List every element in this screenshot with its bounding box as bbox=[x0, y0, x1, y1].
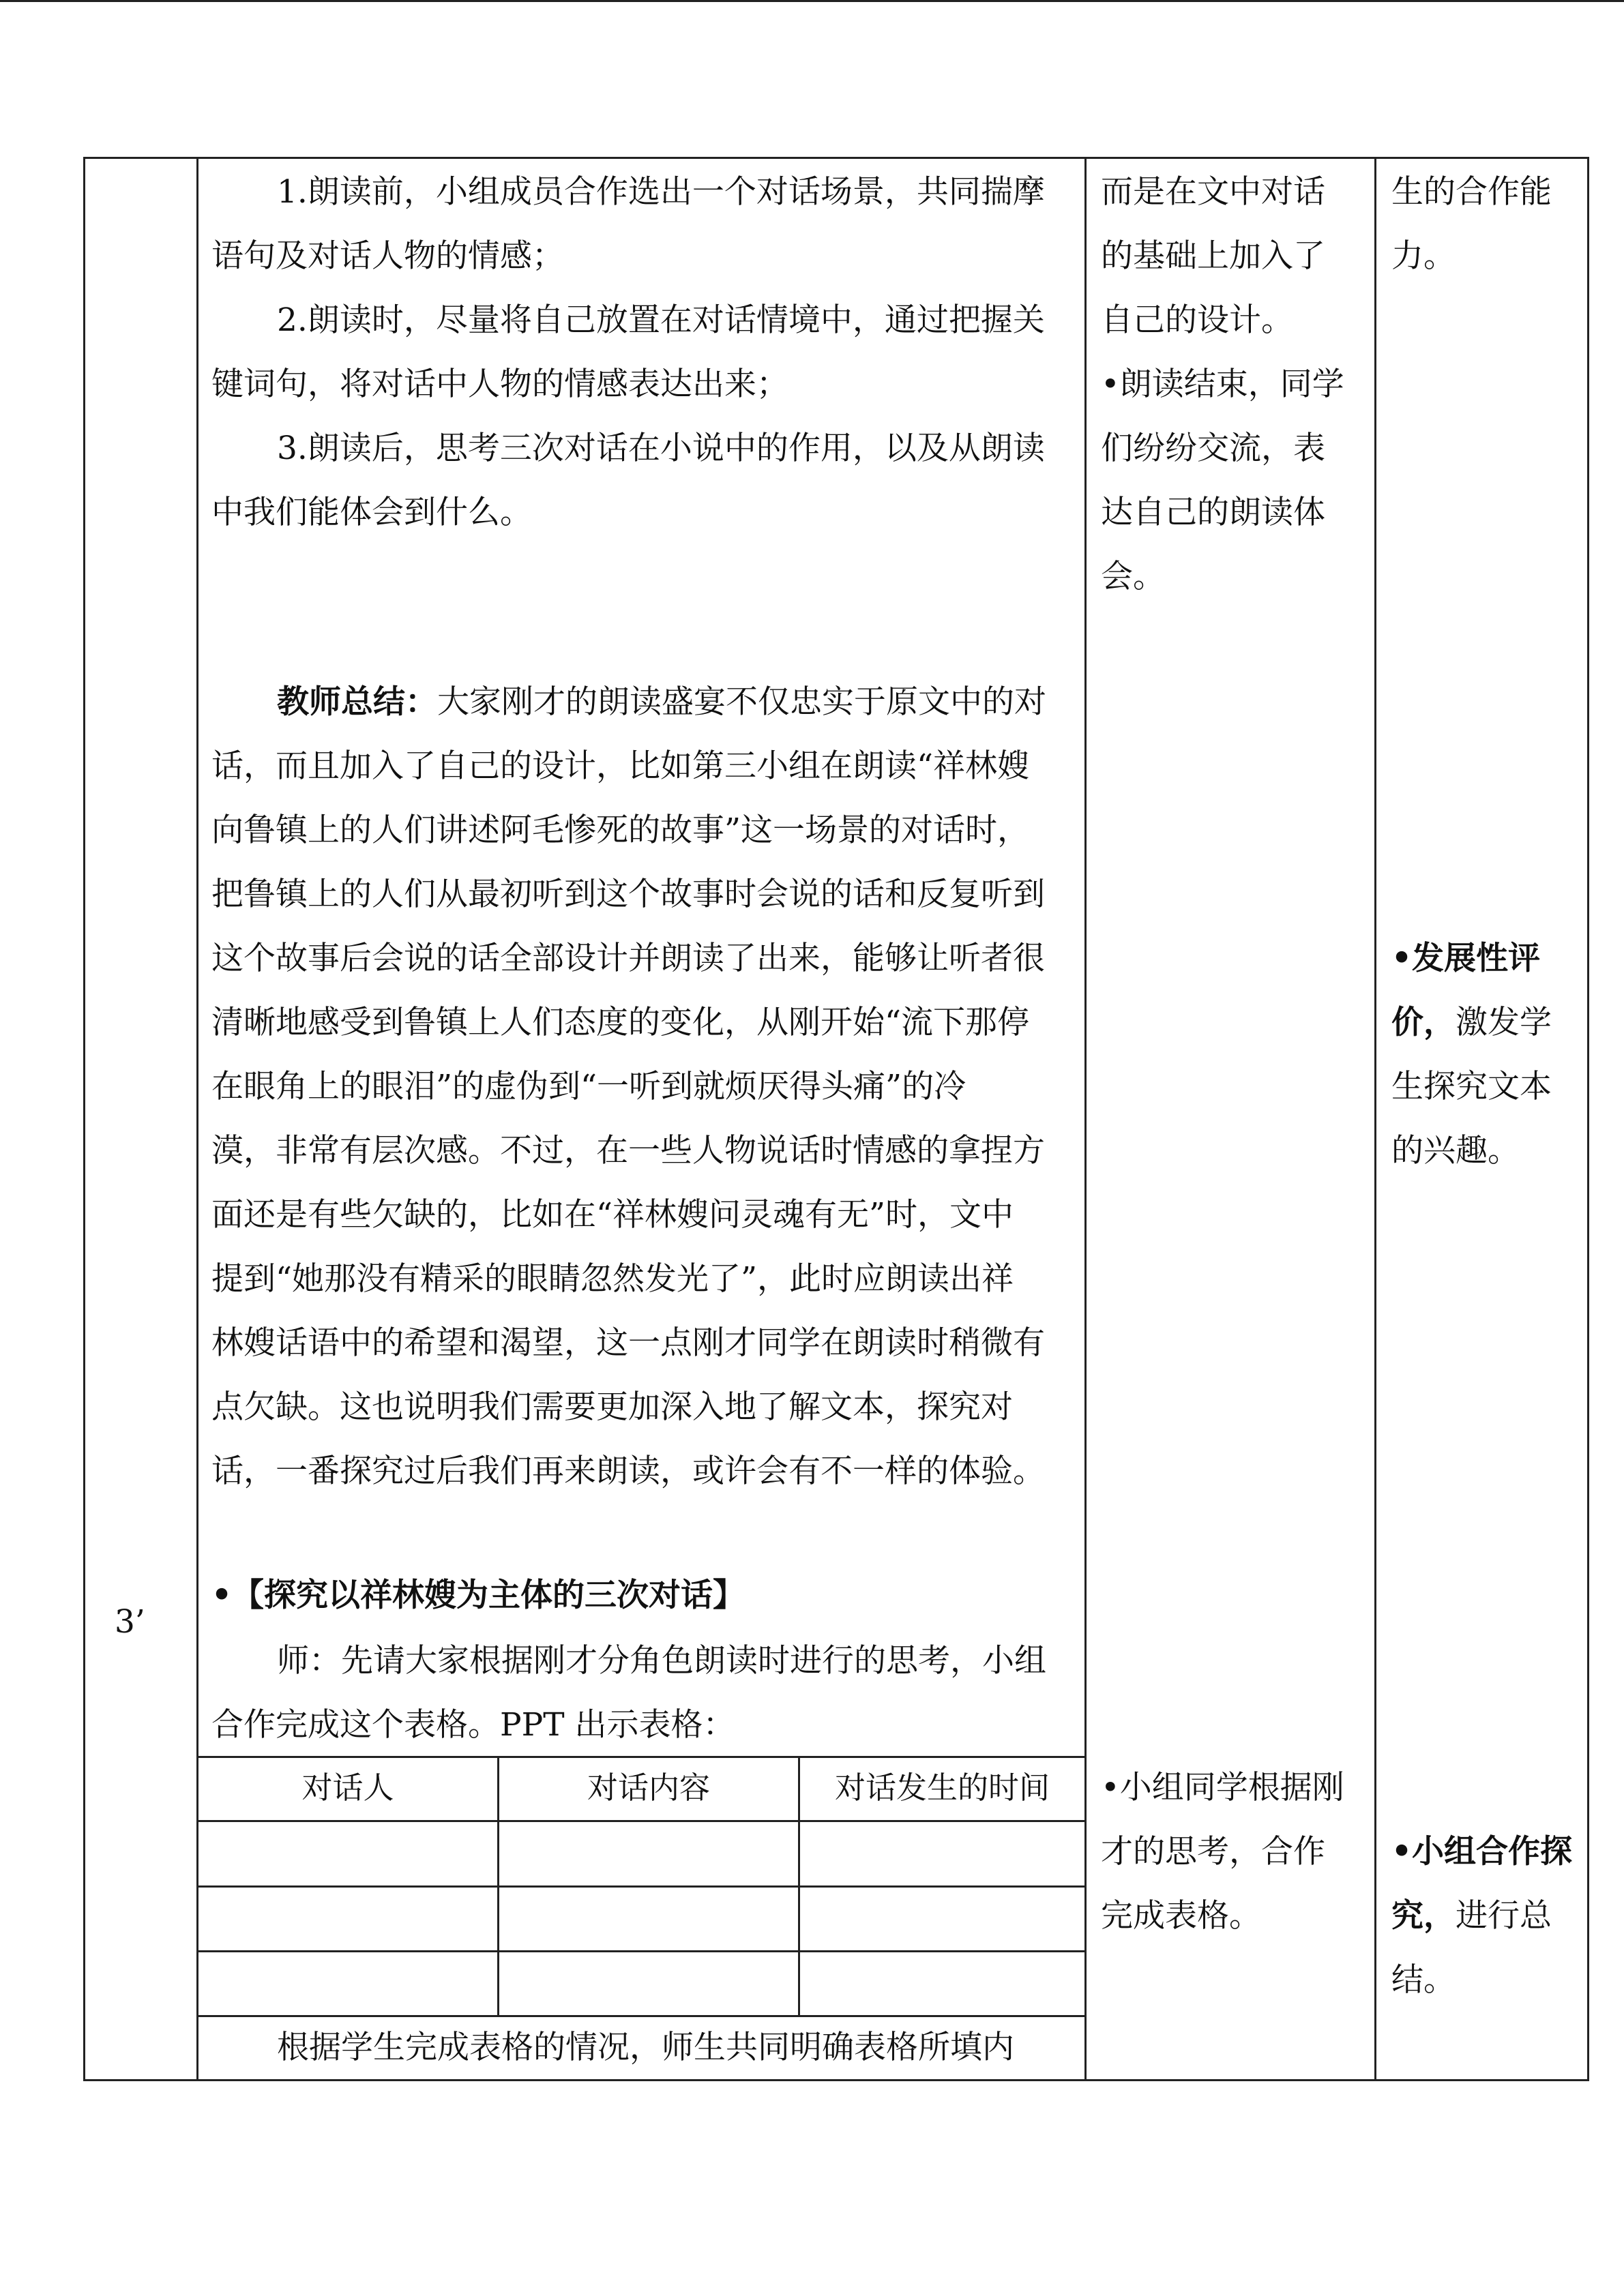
teacher-summary-first-line: 教师总结：大家刚才的朗读盛宴不仅忠实于原文中的对 bbox=[277, 683, 1046, 721]
step-line: 3.朗读后，思考三次对话在小说中的作用，以及从朗读 bbox=[277, 430, 1045, 467]
summary-line: 林嫂话语中的希望和渴望，这一点刚才同学在朗读时稍微有 bbox=[211, 1324, 1045, 1362]
time-cell: 3’ bbox=[115, 1603, 145, 1641]
summary-line: 在眼角上的眼泪”的虚伪到“一听到就烦厌得头痛”的冷 bbox=[211, 1068, 966, 1105]
teacher-line: 师：先请大家根据刚才分角色朗读时进行的思考，小组 bbox=[277, 1642, 1046, 1680]
section-heading: •【探究以祥林嫂为主体的三次对话】 bbox=[211, 1577, 745, 1614]
activity-line: 会。 bbox=[1101, 558, 1165, 595]
activity-line: 自己的设计。 bbox=[1101, 301, 1293, 339]
teacher-summary-label: 教师总结： bbox=[277, 683, 437, 721]
activity-line: •小组同学根据刚 bbox=[1101, 1769, 1344, 1806]
summary-line: 提到“她那没有精采的眼睛忽然发光了”，此时应朗读出祥 bbox=[211, 1260, 1014, 1298]
step-line: 2.朗读时，尽量将自己放置在对话情境中，通过把握关 bbox=[277, 301, 1045, 339]
closing-line: 根据学生完成表格的情况，师生共同明确表格所填内 bbox=[277, 2029, 1014, 2066]
table-header-speaker: 对话人 bbox=[301, 1770, 394, 1806]
summary-line: 点欠缺。这也说明我们需要更加深入地了解文本，探究对 bbox=[211, 1388, 1013, 1426]
activity-line: 的基础上加入了 bbox=[1101, 237, 1325, 275]
step-line: 键词句，将对话中人物的情感表达出来； bbox=[211, 366, 788, 403]
intent-line: 生探究文本 bbox=[1391, 1068, 1552, 1105]
intent-line: 究，进行总 bbox=[1391, 1897, 1552, 1935]
intent-heading: •发展性评 bbox=[1391, 940, 1541, 977]
summary-line: 漠，非常有层次感。不过，在一些人物说话时情感的拿捏方 bbox=[211, 1132, 1045, 1169]
intent-line: 价，激发学 bbox=[1391, 1004, 1552, 1041]
table-header-time: 对话发生的时间 bbox=[834, 1770, 1050, 1806]
intent-line: 结。 bbox=[1391, 1961, 1456, 1999]
teacher-line: 合作完成这个表格。PPT 出示表格： bbox=[211, 1706, 735, 1744]
summary-line: 这个故事后会说的话全部设计并朗读了出来，能够让听者很 bbox=[211, 940, 1045, 977]
intent-line: 的兴趣。 bbox=[1391, 1132, 1520, 1169]
summary-line: 向鲁镇上的人们讲述阿毛惨死的故事”这一场景的对话时， bbox=[211, 811, 1030, 849]
summary-line: 话，一番探究过后我们再来朗读，或许会有不一样的体验。 bbox=[211, 1452, 1045, 1490]
step-line: 语句及对话人物的情感； bbox=[211, 237, 564, 275]
step-line: 1.朗读前，小组成员合作选出一个对话场景，共同揣摩 bbox=[277, 173, 1045, 211]
activity-line: 达自己的朗读体 bbox=[1101, 494, 1325, 531]
intent-line: 生的合作能 bbox=[1391, 173, 1552, 211]
table-header-content: 对话内容 bbox=[587, 1770, 710, 1806]
summary-line: 话，而且加入了自己的设计，比如第三小组在朗读“祥林嫂 bbox=[211, 747, 1030, 785]
activity-line: 们纷纷交流，表 bbox=[1101, 430, 1325, 467]
page-top-border bbox=[0, 0, 1624, 2]
intent-line: 力。 bbox=[1391, 237, 1456, 275]
summary-line: 把鲁镇上的人们从最初听到这个故事时会说的话和反复听到 bbox=[211, 876, 1045, 913]
step-line: 中我们能体会到什么。 bbox=[211, 494, 532, 531]
activity-line: •朗读结束，同学 bbox=[1101, 366, 1344, 403]
summary-line: 清晰地感受到鲁镇上人们态度的变化，从刚开始“流下那停 bbox=[211, 1004, 1030, 1041]
activity-line: 而是在文中对话 bbox=[1101, 173, 1325, 211]
activity-line: 才的思考，合作 bbox=[1101, 1833, 1325, 1870]
intent-heading: •小组合作探 bbox=[1391, 1833, 1573, 1870]
activity-line: 完成表格。 bbox=[1101, 1897, 1261, 1935]
summary-line: 面还是有些欠缺的，比如在“祥林嫂问灵魂有无”时，文中 bbox=[211, 1196, 1014, 1234]
